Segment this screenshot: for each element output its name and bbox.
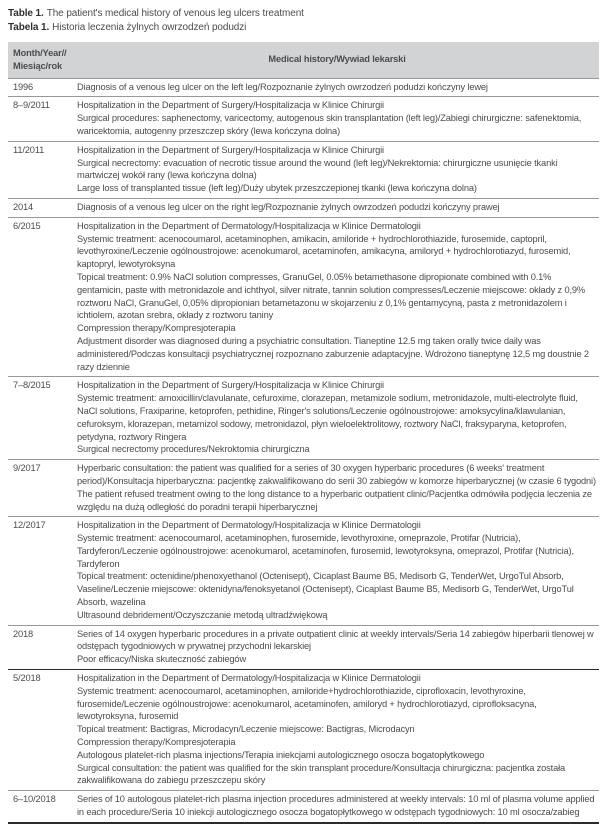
table-caption: [8, 7, 599, 35]
row-history: [77, 517, 599, 625]
column-header-date: [8, 42, 77, 78]
history-line: Surgical procedures: saphenectomy, varicectomy, autogenous skin transplantation (left leg)/Zabiegi chirurgiczne: safenektomia, waricektomia, autogenny przeszczep skóry (lewa kończyna dolna): [77, 113, 582, 136]
caption-polish: [8, 21, 599, 35]
table-row: [8, 78, 599, 97]
row-history: [77, 217, 599, 377]
table-row: [8, 217, 599, 377]
history-line: Systemic treatment: acenocoumarol, acetaminophen, amikacin, amiloride + hydrochlorothiazide, furosemide, captopril, levothyroxine/Leczenie ogólnoustrojowe: acenokumarol, acetaminofen, amikacyna, amiloryd + hydrochlorotiazyd, furosemid, kaptopryl, lewotyroksyna: [77, 233, 571, 270]
row-date: 9/2017: [8, 460, 77, 517]
history-line: Systemic treatment: acenocoumarol, acetaminophen, amiloride+hydrochlorothiazide, ciprofloxacin, levothyroxine, furosemide/Leczenie ogólnoustrojowe: acenokumarol, acetaminofen, amiloryd + hydrochlorotiazyd, ciprofloksacyna, lewotyroksyna, furosemid: [77, 685, 537, 722]
history-line: Hospitalization in the Department of Surgery/Hospitalizacja w Klinice Chirurgii: [77, 380, 384, 391]
row-date: 6–10/2018: [8, 791, 77, 823]
column-header-history: Medical history/Wywiad lekarski: [77, 42, 599, 78]
row-history: [77, 141, 599, 198]
row-history: [77, 791, 599, 823]
history-line: Large loss of transplanted tissue (left leg)/Duży ubytek przeszczepionej tkanki (lewa kończyna dolna): [77, 183, 477, 194]
caption-polish-text: Historia leczenia żylnych owrzodzeń podudzi: [52, 22, 247, 33]
history-line: Systemic treatment: amoxicillin/clavulanate, cefuroxime, clorazepan, metamizole sodium, metronidazole, multi-electrolyte fluid, NaCl solutions, Fraxiparine, ketoprofen, pethidine, Ringer's solutions/Leczenie ogólnoustrojowe: amoksycylina/klawulanian, cefuroksym, klorazepan, metamizol sodowy, metronidazol, płyn wieloelektrolitowy, roztwory NaCl, fraksyparyna, ketoprofen, petydyna, roztwory Ringera: [77, 393, 578, 442]
history-line: Series of 14 oxygen hyperbaric procedures in a private outpatient clinic at weekly intervals/Seria 14 zabiegów hiperbarii tlenowej w odstępach tygodniowych w prywatnej przychodni lekarskiej: [77, 628, 594, 652]
row-date: 1996: [8, 78, 77, 97]
history-line: Adjustment disorder was diagnosed during a psychiatric consultation. Tianeptine 12.5 mg taken orally twice daily was administered/Podczas konsultacji psychiatrycznej rozpoznano zaburzenie adaptacyjne. Wdrożono tianeptynę 12,5 mg doustnie 2 razy dziennie: [77, 335, 589, 372]
row-history: [77, 198, 599, 217]
history-line: Topical treatment: octenidine/phenoxyethanol (Octenisept), Cicaplast Baume B5, Medisorb G, TenderWet, UrgoTul Absorb, Vaseline/Leczenie miejscowe: oktenidyna/fenoksyetanol (Octenisept), Cicaplast Baume B5, Medisorb G, TenderWet, UrgoTul Absorb, wazelina: [77, 571, 574, 608]
table-row: [8, 377, 599, 460]
history-line: Poor efficacy/Niska skuteczność zabiegów: [77, 654, 247, 665]
header-row: [8, 42, 599, 78]
history-line: Hospitalization in the Department of Dermatology/Hospitalizacja w Klinice Dermatologii: [77, 673, 421, 684]
caption-english: [8, 7, 599, 21]
table-row: [8, 670, 599, 791]
row-history: [77, 78, 599, 97]
row-history: [77, 97, 599, 141]
table-row: [8, 198, 599, 217]
history-line: Surgical necrectomy: evacuation of necrotic tissue around the wound (left leg)/Nekrektomia: chirurgiczne usunięcie tkanki martwiczej wokół rany (lewa kończyna dolna): [77, 157, 558, 181]
row-date: 12/2017: [8, 517, 77, 625]
history-line: Ultrasound debridement/Oczyszczanie metodą ultradźwiękową: [77, 609, 328, 620]
caption-english-text: The patient's medical history of venous leg ulcers treatment: [46, 8, 304, 19]
row-date: 5/2018: [8, 670, 77, 791]
row-history: [77, 625, 599, 669]
table-body: [8, 78, 599, 823]
row-history: [77, 377, 599, 460]
history-line: Topical treatment: Bactigras, Microdacyn/Leczenie miejscowe: Bactigras, Microdacyn: [77, 724, 415, 735]
history-line: Systemic treatment: acenocoumarol, acetaminophen, furosemide, levothyroxine, omeprazole, Protifar (Nutricia), Tardyferon/Leczenie ogólnoustrojowe: acenokumarol, acetaminofen, furosemid, lewotyroksyna, omeprazol, Protifar (Nutricia), Tardyferon: [77, 533, 574, 569]
row-history: [77, 460, 599, 517]
row-date: 6/2015: [8, 217, 77, 377]
row-history: [77, 670, 599, 791]
row-date: 7–8/2015: [8, 377, 77, 460]
row-date: 2018: [8, 625, 77, 669]
table-row: [8, 791, 599, 823]
table-row: [8, 97, 599, 141]
history-line: Surgical consultation: the patient was qualified for the skin transplant procedure/Konsultacja chirurgiczna: pacjentka została zakwalifikowana do zabiegu przeszczepu skóry: [77, 762, 566, 786]
history-line: Diagnosis of a venous leg ulcer on the right leg/Rozpoznanie żylnych owrzodzeń podudzi kończyny prawej: [77, 201, 500, 212]
history-line: Hospitalization in the Department of Surgery/Hospitalizacja w Klinice Chirurgii: [77, 144, 384, 155]
medical-history-table: [8, 42, 599, 824]
row-date: 11/2011: [8, 141, 77, 198]
history-line: Compression therapy/Kompresjoterapia: [77, 737, 236, 748]
history-line: Compression therapy/Kompresjoterapia: [77, 323, 236, 334]
history-line: Hospitalization in the Department of Surgery/Hospitalizacja w Klinice Chirurgii: [77, 100, 384, 111]
history-line: Autologous platelet-rich plasma injections/Terapia iniekcjami autologicznego osocza bogatopłytkowego: [77, 749, 485, 760]
history-line: Topical treatment: 0.9% NaCl solution compresses, GranuGel, 0.05% betamethasone dipropionate combined with 0.1% gentamicin, paste with metronidazole and ichthyol, silver nitrate, tannin solution compresses/Leczenie miejscowe: okłady z 0,9% roztworu NaCl, GranuGel, 0,05% dipropionian betametazonu w skojarzeniu z 0,1% gentamycyną, pasta z metronidazolem i ichtiolem, azotan srebra, okłady z roztworu taniny: [77, 271, 586, 321]
history-line: Surgical necrectomy procedures/Nekroktomia chirurgiczna: [77, 444, 310, 455]
history-line: Hospitalization in the Department of Dermatology/Hospitalizacja w Klinice Dermatologii: [77, 520, 421, 531]
row-date: 2014: [8, 198, 77, 217]
history-line: Hyperbaric consultation: the patient was qualified for a series of 30 oxygen hyperbaric procedures (6 weeks' treatment period)/Konsultacja hiperbaryczna: pacjentkę zakwalifikowano do serii 30 zabiegów w komorze hiperbarycznej (w czasie 6 tygodni): [77, 463, 596, 486]
column-header-date-line2: Miesiąc/rok: [13, 60, 62, 71]
row-date: 8–9/2011: [8, 97, 77, 141]
caption-polish-label: Tabela 1.: [8, 22, 50, 33]
table-row: [8, 460, 599, 517]
table-row: [8, 141, 599, 198]
column-header-date-line1: Month/Year//: [13, 48, 67, 58]
table-row: [8, 625, 599, 669]
history-line: Series of 10 autologous platelet-rich plasma injection procedures administered at weekly intervals: 10 ml of plasma volume applied in each procedure/Seria 10 iniekcji autologicznego osocza bogatopłytkowego w odstępach tygodniowych: 10 ml osocza/zabieg: [77, 794, 595, 818]
history-line: Diagnosis of a venous leg ulcer on the left leg/Rozpoznanie żylnych owrzodzeń podudzi kończyny lewej: [77, 81, 488, 92]
history-line: Hospitalization in the Department of Dermatology/Hospitalizacja w Klinice Dermatologii: [77, 220, 421, 231]
history-line: The patient refused treatment owing to the long distance to a hyperbaric outpatient clinic/Pacjentka odmówiła podjęcia leczenia ze względu na dużą odległość do poradni terapii hiperbarycznej: [77, 488, 592, 512]
table-row: [8, 517, 599, 625]
caption-english-label: Table 1.: [8, 8, 44, 19]
table-header: [8, 42, 599, 78]
